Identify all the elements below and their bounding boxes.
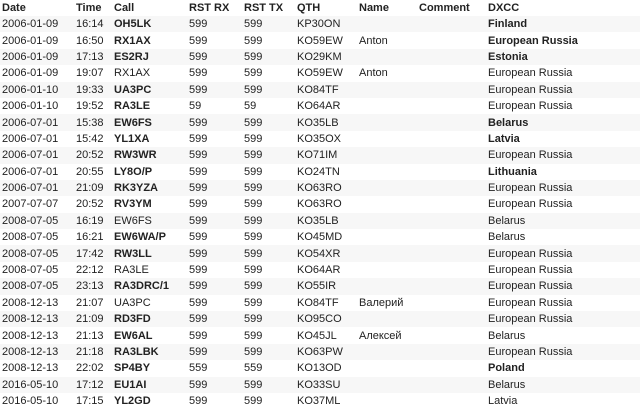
cell-qth: KO29KM	[295, 49, 357, 65]
cell-call: ES2RJ	[112, 49, 187, 65]
cell-rst-rx: 599	[187, 278, 242, 294]
cell-rst-tx: 599	[242, 180, 295, 196]
cell-call: RW3LL	[112, 245, 187, 261]
cell-rst-tx: 599	[242, 147, 295, 163]
cell-time: 20:55	[74, 164, 112, 180]
cell-call: RX1AX	[112, 32, 187, 48]
cell-rst-tx: 599	[242, 393, 295, 409]
cell-name	[357, 164, 417, 180]
cell-comment	[417, 147, 486, 163]
column-header-time[interactable]: Time	[74, 0, 112, 16]
cell-date: 2006-01-09	[0, 65, 74, 81]
cell-time: 22:02	[74, 360, 112, 376]
cell-qth: KO55IR	[295, 278, 357, 294]
cell-qth: KO33SU	[295, 377, 357, 393]
cell-date: 2008-07-05	[0, 262, 74, 278]
cell-name	[357, 344, 417, 360]
cell-qth: KO59EW	[295, 32, 357, 48]
cell-comment	[417, 131, 486, 147]
cell-date: 2006-07-01	[0, 180, 74, 196]
cell-time: 21:07	[74, 295, 112, 311]
cell-qth: KO45JL	[295, 327, 357, 343]
cell-rst-rx: 599	[187, 147, 242, 163]
cell-dxcc: European Russia	[486, 262, 640, 278]
cell-call: RA3LE	[112, 262, 187, 278]
cell-qth: KO71IM	[295, 147, 357, 163]
cell-rst-rx: 599	[187, 245, 242, 261]
table-row[interactable]	[0, 360, 640, 376]
cell-call: YL1XA	[112, 131, 187, 147]
cell-dxcc: Finland	[486, 16, 640, 32]
cell-call: EW6FS	[112, 114, 187, 130]
cell-dxcc: Latvia	[486, 131, 640, 147]
table-row[interactable]	[0, 32, 640, 48]
cell-date: 2006-07-01	[0, 131, 74, 147]
cell-name: Anton	[357, 32, 417, 48]
cell-call: EU1AI	[112, 377, 187, 393]
table-row[interactable]	[0, 295, 640, 311]
cell-comment	[417, 311, 486, 327]
column-header-call[interactable]: Call	[112, 0, 187, 16]
cell-rst-tx: 599	[242, 114, 295, 130]
cell-dxcc: Belarus	[486, 213, 640, 229]
cell-date: 2006-01-09	[0, 32, 74, 48]
table-row[interactable]	[0, 245, 640, 261]
column-header-qth[interactable]: QTH	[295, 0, 357, 16]
table-row[interactable]	[0, 49, 640, 65]
cell-name	[357, 278, 417, 294]
cell-rst-rx: 599	[187, 65, 242, 81]
cell-comment	[417, 164, 486, 180]
cell-date: 2016-05-10	[0, 377, 74, 393]
cell-dxcc: European Russia	[486, 344, 640, 360]
cell-rst-tx: 599	[242, 196, 295, 212]
cell-comment	[417, 16, 486, 32]
table-row[interactable]	[0, 164, 640, 180]
table-row[interactable]	[0, 377, 640, 393]
cell-date: 2006-07-01	[0, 114, 74, 130]
cell-rst-rx: 599	[187, 180, 242, 196]
cell-time: 21:13	[74, 327, 112, 343]
cell-comment	[417, 229, 486, 245]
cell-rst-rx: 599	[187, 295, 242, 311]
cell-qth: KO54XR	[295, 245, 357, 261]
table-row[interactable]	[0, 327, 640, 343]
cell-qth: KO35OX	[295, 131, 357, 147]
cell-qth: KO37ML	[295, 393, 357, 409]
cell-name	[357, 131, 417, 147]
cell-comment	[417, 196, 486, 212]
table-row[interactable]	[0, 98, 640, 114]
cell-call: RV3YM	[112, 196, 187, 212]
cell-date: 2008-07-05	[0, 278, 74, 294]
cell-qth: KO45MD	[295, 229, 357, 245]
cell-comment	[417, 344, 486, 360]
cell-call: RA3LE	[112, 98, 187, 114]
cell-name	[357, 311, 417, 327]
cell-date: 2006-01-09	[0, 16, 74, 32]
cell-name	[357, 213, 417, 229]
table-row[interactable]	[0, 16, 640, 32]
cell-date: 2008-07-05	[0, 229, 74, 245]
cell-qth: KO63RO	[295, 180, 357, 196]
cell-rst-tx: 599	[242, 16, 295, 32]
cell-name	[357, 393, 417, 409]
cell-time: 15:38	[74, 114, 112, 130]
cell-rst-tx: 59	[242, 98, 295, 114]
cell-comment	[417, 98, 486, 114]
cell-name	[357, 262, 417, 278]
cell-qth: KO64AR	[295, 98, 357, 114]
cell-rst-rx: 599	[187, 49, 242, 65]
cell-rst-tx: 599	[242, 245, 295, 261]
column-header-rst-rx[interactable]: RST RX	[187, 0, 242, 16]
cell-rst-rx: 599	[187, 164, 242, 180]
column-header-name[interactable]: Name	[357, 0, 417, 16]
cell-call: EW6WA/P	[112, 229, 187, 245]
cell-rst-rx: 599	[187, 131, 242, 147]
cell-rst-tx: 559	[242, 360, 295, 376]
cell-call: UA3PC	[112, 82, 187, 98]
cell-comment	[417, 65, 486, 81]
cell-dxcc: Poland	[486, 360, 640, 376]
cell-qth: KO35LB	[295, 114, 357, 130]
cell-time: 21:09	[74, 311, 112, 327]
column-header-date[interactable]: Date	[0, 0, 74, 16]
cell-qth: KO24TN	[295, 164, 357, 180]
cell-time: 15:42	[74, 131, 112, 147]
cell-rst-rx: 59	[187, 98, 242, 114]
cell-date: 2008-12-13	[0, 295, 74, 311]
cell-comment	[417, 278, 486, 294]
cell-qth: KO13OD	[295, 360, 357, 376]
table-row[interactable]	[0, 213, 640, 229]
column-header-comment[interactable]: Comment	[417, 0, 486, 16]
cell-dxcc: European Russia	[486, 180, 640, 196]
cell-name: Алексей	[357, 327, 417, 343]
table-row[interactable]	[0, 196, 640, 212]
cell-comment	[417, 49, 486, 65]
cell-time: 17:42	[74, 245, 112, 261]
column-header-dxcc[interactable]: DXCC	[486, 0, 640, 16]
cell-qth: KO59EW	[295, 65, 357, 81]
cell-name	[357, 98, 417, 114]
cell-comment	[417, 360, 486, 376]
cell-name	[357, 49, 417, 65]
cell-date: 2008-12-13	[0, 327, 74, 343]
table-row[interactable]	[0, 311, 640, 327]
cell-qth: KO35LB	[295, 213, 357, 229]
cell-call: EW6AL	[112, 327, 187, 343]
cell-rst-rx: 599	[187, 393, 242, 409]
cell-dxcc: Lithuania	[486, 164, 640, 180]
table-row[interactable]	[0, 82, 640, 98]
table-row[interactable]	[0, 393, 640, 409]
cell-name	[357, 147, 417, 163]
cell-rst-tx: 599	[242, 164, 295, 180]
table-row[interactable]	[0, 262, 640, 278]
cell-date: 2016-05-10	[0, 393, 74, 409]
table-body	[0, 16, 640, 409]
table-row[interactable]	[0, 344, 640, 360]
cell-dxcc: Belarus	[486, 327, 640, 343]
cell-comment	[417, 327, 486, 343]
cell-rst-tx: 599	[242, 295, 295, 311]
cell-date: 2006-01-09	[0, 49, 74, 65]
cell-rst-rx: 599	[187, 196, 242, 212]
cell-name: Валерий	[357, 295, 417, 311]
cell-rst-rx: 599	[187, 262, 242, 278]
column-header-rst-tx[interactable]: RST TX	[242, 0, 295, 16]
cell-dxcc: Estonia	[486, 49, 640, 65]
cell-call: RK3YZA	[112, 180, 187, 196]
cell-name	[357, 229, 417, 245]
cell-dxcc: European Russia	[486, 82, 640, 98]
cell-call: UA3PC	[112, 295, 187, 311]
cell-rst-rx: 599	[187, 229, 242, 245]
cell-rst-rx: 599	[187, 32, 242, 48]
cell-time: 21:18	[74, 344, 112, 360]
cell-dxcc: Belarus	[486, 377, 640, 393]
cell-date: 2008-12-13	[0, 344, 74, 360]
cell-call: LY8O/P	[112, 164, 187, 180]
cell-date: 2006-07-01	[0, 164, 74, 180]
cell-dxcc: European Russia	[486, 196, 640, 212]
cell-date: 2006-07-01	[0, 147, 74, 163]
cell-date: 2008-07-05	[0, 213, 74, 229]
cell-call: EW6FS	[112, 213, 187, 229]
cell-dxcc: European Russia	[486, 311, 640, 327]
cell-comment	[417, 245, 486, 261]
cell-qth: KO95CO	[295, 311, 357, 327]
cell-qth: KO63PW	[295, 344, 357, 360]
cell-date: 2006-01-10	[0, 82, 74, 98]
cell-qth: KO64AR	[295, 262, 357, 278]
cell-time: 19:07	[74, 65, 112, 81]
cell-rst-rx: 559	[187, 360, 242, 376]
cell-name	[357, 196, 417, 212]
cell-call: YL2GD	[112, 393, 187, 409]
cell-rst-tx: 599	[242, 344, 295, 360]
cell-rst-tx: 599	[242, 377, 295, 393]
cell-name	[357, 114, 417, 130]
cell-comment	[417, 213, 486, 229]
cell-time: 16:50	[74, 32, 112, 48]
cell-rst-rx: 599	[187, 311, 242, 327]
cell-qth: KO84TF	[295, 82, 357, 98]
cell-rst-tx: 599	[242, 229, 295, 245]
cell-call: OH5LK	[112, 16, 187, 32]
cell-date: 2008-12-13	[0, 360, 74, 376]
table-row[interactable]	[0, 278, 640, 294]
cell-rst-rx: 599	[187, 377, 242, 393]
cell-comment	[417, 32, 486, 48]
cell-comment	[417, 295, 486, 311]
cell-rst-tx: 599	[242, 262, 295, 278]
cell-call: RW3WR	[112, 147, 187, 163]
cell-comment	[417, 262, 486, 278]
table-row[interactable]	[0, 114, 640, 130]
cell-comment	[417, 114, 486, 130]
cell-date: 2007-07-07	[0, 196, 74, 212]
cell-rst-tx: 599	[242, 311, 295, 327]
cell-comment	[417, 377, 486, 393]
cell-date: 2008-12-13	[0, 311, 74, 327]
cell-time: 21:09	[74, 180, 112, 196]
cell-time: 17:15	[74, 393, 112, 409]
cell-rst-tx: 599	[242, 213, 295, 229]
cell-comment	[417, 180, 486, 196]
cell-rst-tx: 599	[242, 82, 295, 98]
cell-dxcc: European Russia	[486, 98, 640, 114]
cell-call: RA3LBK	[112, 344, 187, 360]
cell-name	[357, 82, 417, 98]
cell-time: 20:52	[74, 196, 112, 212]
cell-time: 16:19	[74, 213, 112, 229]
cell-dxcc: European Russia	[486, 245, 640, 261]
cell-dxcc: European Russia	[486, 32, 640, 48]
cell-rst-tx: 599	[242, 32, 295, 48]
cell-rst-rx: 599	[187, 114, 242, 130]
cell-rst-tx: 599	[242, 65, 295, 81]
cell-time: 16:21	[74, 229, 112, 245]
cell-name	[357, 180, 417, 196]
cell-name	[357, 377, 417, 393]
cell-comment	[417, 82, 486, 98]
cell-date: 2008-07-05	[0, 245, 74, 261]
cell-qth: KP30ON	[295, 16, 357, 32]
cell-call: SP4BY	[112, 360, 187, 376]
cell-time: 23:13	[74, 278, 112, 294]
cell-time: 16:14	[74, 16, 112, 32]
cell-comment	[417, 393, 486, 409]
cell-rst-tx: 599	[242, 327, 295, 343]
cell-name	[357, 360, 417, 376]
table-header-row	[0, 0, 640, 16]
cell-dxcc: European Russia	[486, 295, 640, 311]
cell-dxcc: European Russia	[486, 278, 640, 294]
cell-call: RA3DRC/1	[112, 278, 187, 294]
cell-qth: KO84TF	[295, 295, 357, 311]
table-row[interactable]	[0, 180, 640, 196]
cell-name	[357, 245, 417, 261]
cell-time: 22:12	[74, 262, 112, 278]
cell-rst-rx: 599	[187, 16, 242, 32]
cell-dxcc: European Russia	[486, 65, 640, 81]
cell-date: 2006-01-10	[0, 98, 74, 114]
cell-dxcc: Belarus	[486, 229, 640, 245]
cell-rst-rx: 599	[187, 213, 242, 229]
cell-rst-rx: 599	[187, 344, 242, 360]
cell-dxcc: European Russia	[486, 147, 640, 163]
table-row[interactable]	[0, 147, 640, 163]
cell-rst-rx: 599	[187, 327, 242, 343]
table-row[interactable]	[0, 229, 640, 245]
cell-rst-rx: 599	[187, 82, 242, 98]
cell-time: 17:12	[74, 377, 112, 393]
cell-time: 19:33	[74, 82, 112, 98]
cell-rst-tx: 599	[242, 131, 295, 147]
cell-call: RD3FD	[112, 311, 187, 327]
cell-call: RX1AX	[112, 65, 187, 81]
cell-rst-tx: 599	[242, 49, 295, 65]
table-row[interactable]	[0, 131, 640, 147]
cell-dxcc: Belarus	[486, 114, 640, 130]
cell-time: 19:52	[74, 98, 112, 114]
cell-qth: KO63RO	[295, 196, 357, 212]
cell-rst-tx: 599	[242, 278, 295, 294]
cell-time: 17:13	[74, 49, 112, 65]
cell-name	[357, 16, 417, 32]
cell-dxcc: Latvia	[486, 393, 640, 409]
table-row[interactable]	[0, 65, 640, 81]
cell-time: 20:52	[74, 147, 112, 163]
cell-name: Anton	[357, 65, 417, 81]
